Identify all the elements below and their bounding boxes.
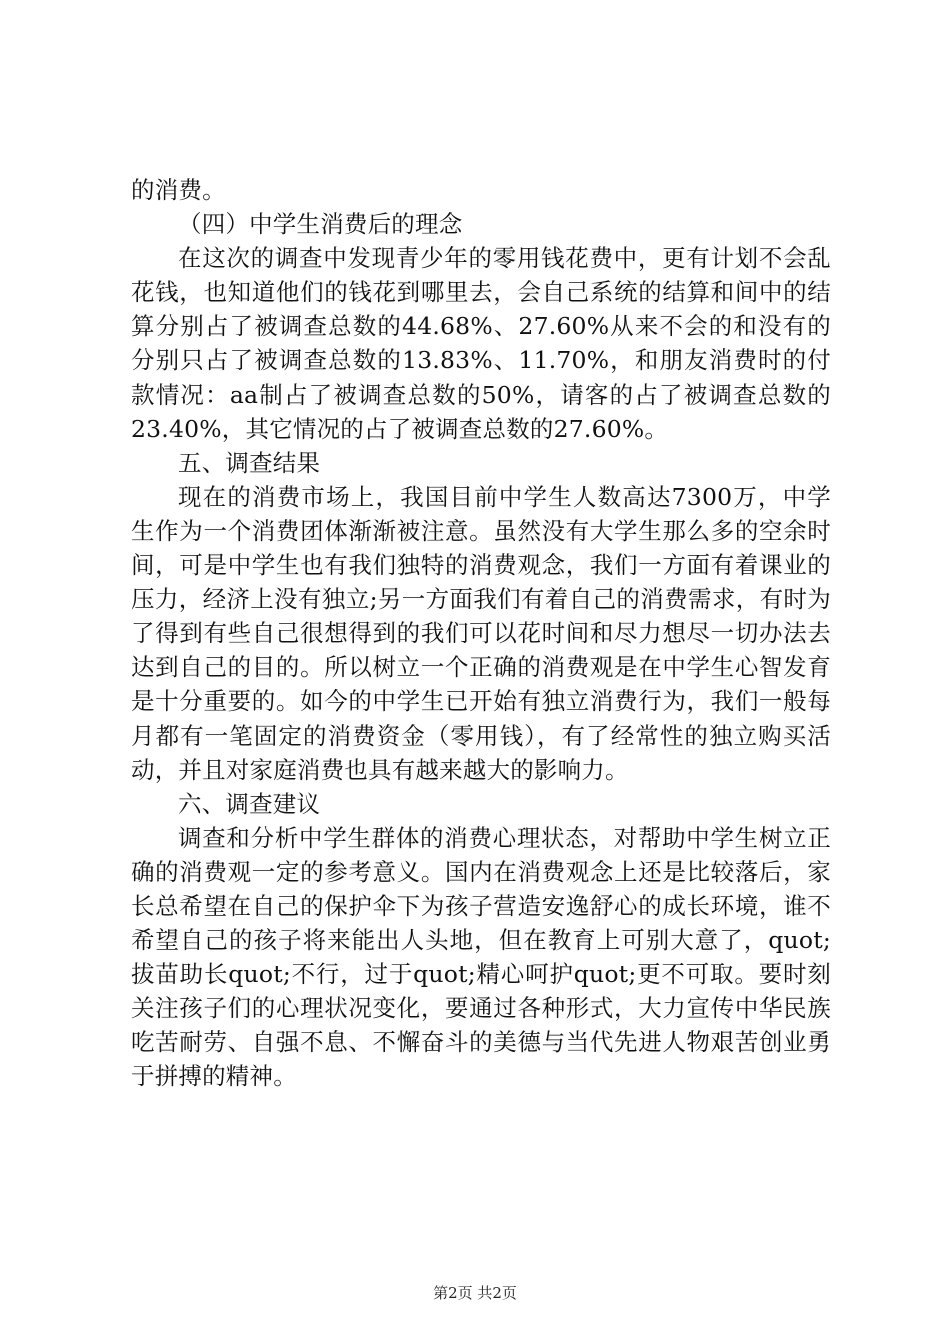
paragraph-continuation: 的消费。 xyxy=(131,176,226,204)
page-footer: 第2页 共2页 xyxy=(433,1284,517,1302)
paragraph-suggestions: 调查和分析中学生群体的消费心理状态，对帮助中学生树立正确的消费观一定的参考意义。国内在消费观念上还是比较落后，家长总希望在自己的保护伞下为孩子营造安逸舒心的成长环境，谁不希望自己的孩子将来能出人头地，但在教育上可别大意了，quot;拔苗助长quot;不行，过于quot;精心呵护quot;更不可取。要时刻关注孩子们的心理状况变化，要通过各种形式，大力宣传中华民族吃苦耐劳、自强不息、不懈奋斗的美德与当代先进人物艰苦创业勇于拼搏的精神。 xyxy=(131,823,831,1091)
section-heading-results: 五、调查结果 xyxy=(178,448,321,477)
paragraph-results: 现在的消费市场上，我国目前中学生人数高达7300万，中学生作为一个消费团体渐渐被注意。虽然没有大学生那么多的空余时间，可是中学生也有我们独特的消费观念，我们一方面有着课业的压力，经济上没有独立;另一方面我们有着自己的消费需求，有时为了得到有些自己很想得到的我们可以花时间和尽力想尽一切办法去达到自己的目的。所以树立一个正确的消费观是在中学生心智发育是十分重要的。如今的中学生已开始有独立消费行为，我们一般每月都有一笔固定的消费资金（零用钱），有了经常性的独立购买活动，并且对家庭消费也具有越来越大的影响力。 xyxy=(131,482,831,784)
document-body xyxy=(131,173,831,1094)
section-heading-4: （四）中学生消费后的理念 xyxy=(178,210,463,239)
section-heading-suggestions: 六、调查建议 xyxy=(178,789,321,818)
paragraph-survey-findings: 在这次的调查中发现青少年的零用钱花费中，更有计划不会乱花钱，也知道他们的钱花到哪里去，会自己系统的结算和间中的结算分别占了被调查总数的44.68%、27.60%从来不会的和没有的分别只占了被调查总数的13.83%、11.70%，和朋友消费时的付款情况：aa制占了被调查总数的50%，请客的占了被调查总数的23.40%，其它情况的占了被调查总数的27.60%。 xyxy=(131,244,831,443)
